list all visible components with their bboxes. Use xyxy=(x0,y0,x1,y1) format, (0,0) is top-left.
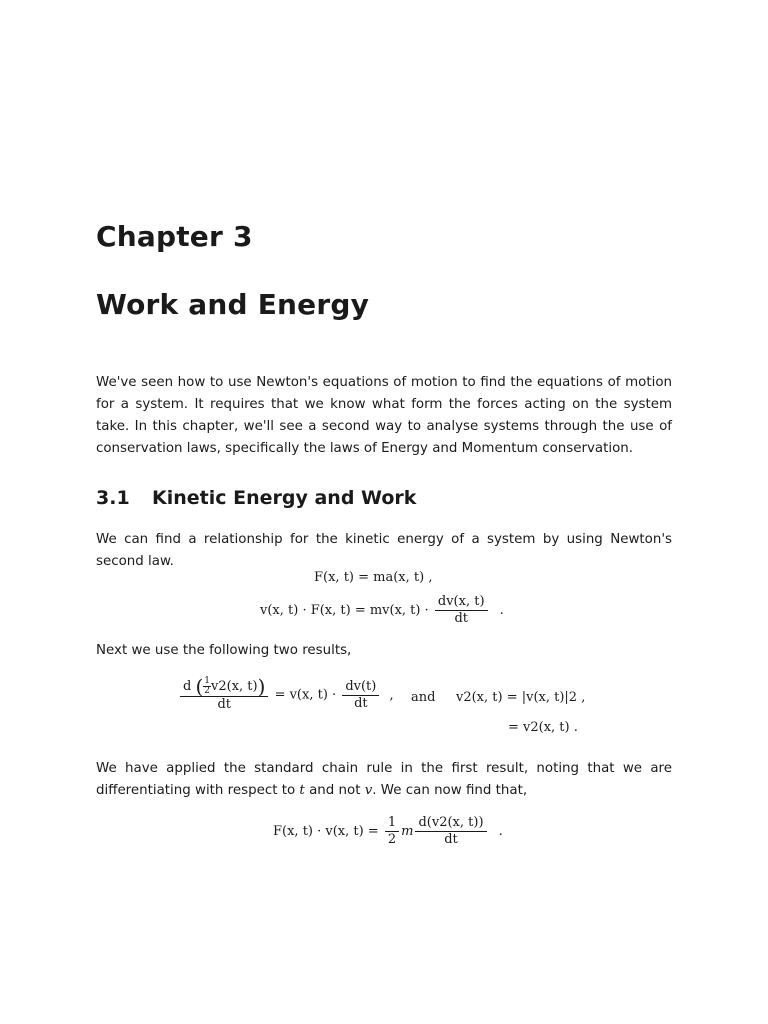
fraction xyxy=(180,674,268,713)
equation-power xyxy=(273,815,503,848)
chapter-label: Chapter 3 xyxy=(96,220,253,253)
section-number: 3.1 xyxy=(96,487,130,509)
variable-t: t xyxy=(299,783,305,798)
numerator-body: v2(x, t) xyxy=(211,679,258,694)
equation-text: F(x, t) · v(x, t) = xyxy=(273,824,379,839)
numerator: d(v2(x, t)) xyxy=(415,815,486,832)
equation-text: v(x, t) · F(x, t) = mv(x, t) · xyxy=(260,603,429,618)
half-num: 1 xyxy=(204,676,211,686)
and-word: and xyxy=(411,690,436,705)
text: and not xyxy=(304,783,365,798)
equation-dot-product xyxy=(260,594,504,627)
denominator: dt xyxy=(217,697,231,712)
equation-speed-squared: v2(x, t) = |v(x, t)|2 , xyxy=(456,690,586,705)
fraction xyxy=(435,594,488,627)
numerator: 1 xyxy=(385,815,399,832)
half-den: 2 xyxy=(204,686,211,696)
fraction xyxy=(385,815,399,848)
paren: ( xyxy=(195,674,204,699)
half-fraction xyxy=(203,677,211,696)
equation-text: = v(x, t) · xyxy=(274,687,337,703)
text: . We can now find that, xyxy=(372,783,528,798)
paren: ) xyxy=(257,674,266,699)
equation-text: F(x, t) = ma(x, t) , xyxy=(314,570,433,585)
denominator: dt xyxy=(454,611,468,626)
section-heading xyxy=(96,487,416,509)
denominator: dt xyxy=(354,695,368,711)
section-title: Kinetic Energy and Work xyxy=(152,487,417,509)
intro-paragraph: We've seen how to use Newton's equations of motion to find the equations of motion for a system. It requires that we know what form the forces acting on the system take. In this chapter, we'll see a second way to analyse systems through the use of conservation laws, specifically the laws of Energy and Momentum conservation. xyxy=(96,375,672,456)
chain-rule-paragraph xyxy=(96,758,672,802)
numerator: dv(x, t) xyxy=(435,594,488,611)
text: We have applied the standard chain rule in the first result, noting that we are differentiating with respect to xyxy=(96,761,672,798)
kinetic-energy-paragraph: We can find a relationship for the kinetic energy of a system by using Newton's second law. xyxy=(96,532,672,569)
equation-end: . xyxy=(499,603,504,618)
next-results-paragraph: Next we use the following two results, xyxy=(96,643,352,658)
equation-end: . xyxy=(498,824,503,839)
numerator: dv(t) xyxy=(342,679,379,696)
equation-chain-rule xyxy=(178,674,394,713)
denominator: dt xyxy=(444,832,458,847)
fraction xyxy=(342,679,379,712)
fraction xyxy=(415,815,486,848)
differential: d xyxy=(183,679,192,694)
variable-v: v xyxy=(364,783,373,798)
mass-symbol: m xyxy=(401,824,414,839)
denominator: 2 xyxy=(387,832,397,847)
equation-speed-squared-result: = v2(x, t) . xyxy=(508,720,578,735)
equation-newton-second-law xyxy=(314,570,432,585)
equation-comma: , xyxy=(389,687,394,703)
numerator xyxy=(180,674,268,699)
chapter-title: Work and Energy xyxy=(96,288,370,321)
